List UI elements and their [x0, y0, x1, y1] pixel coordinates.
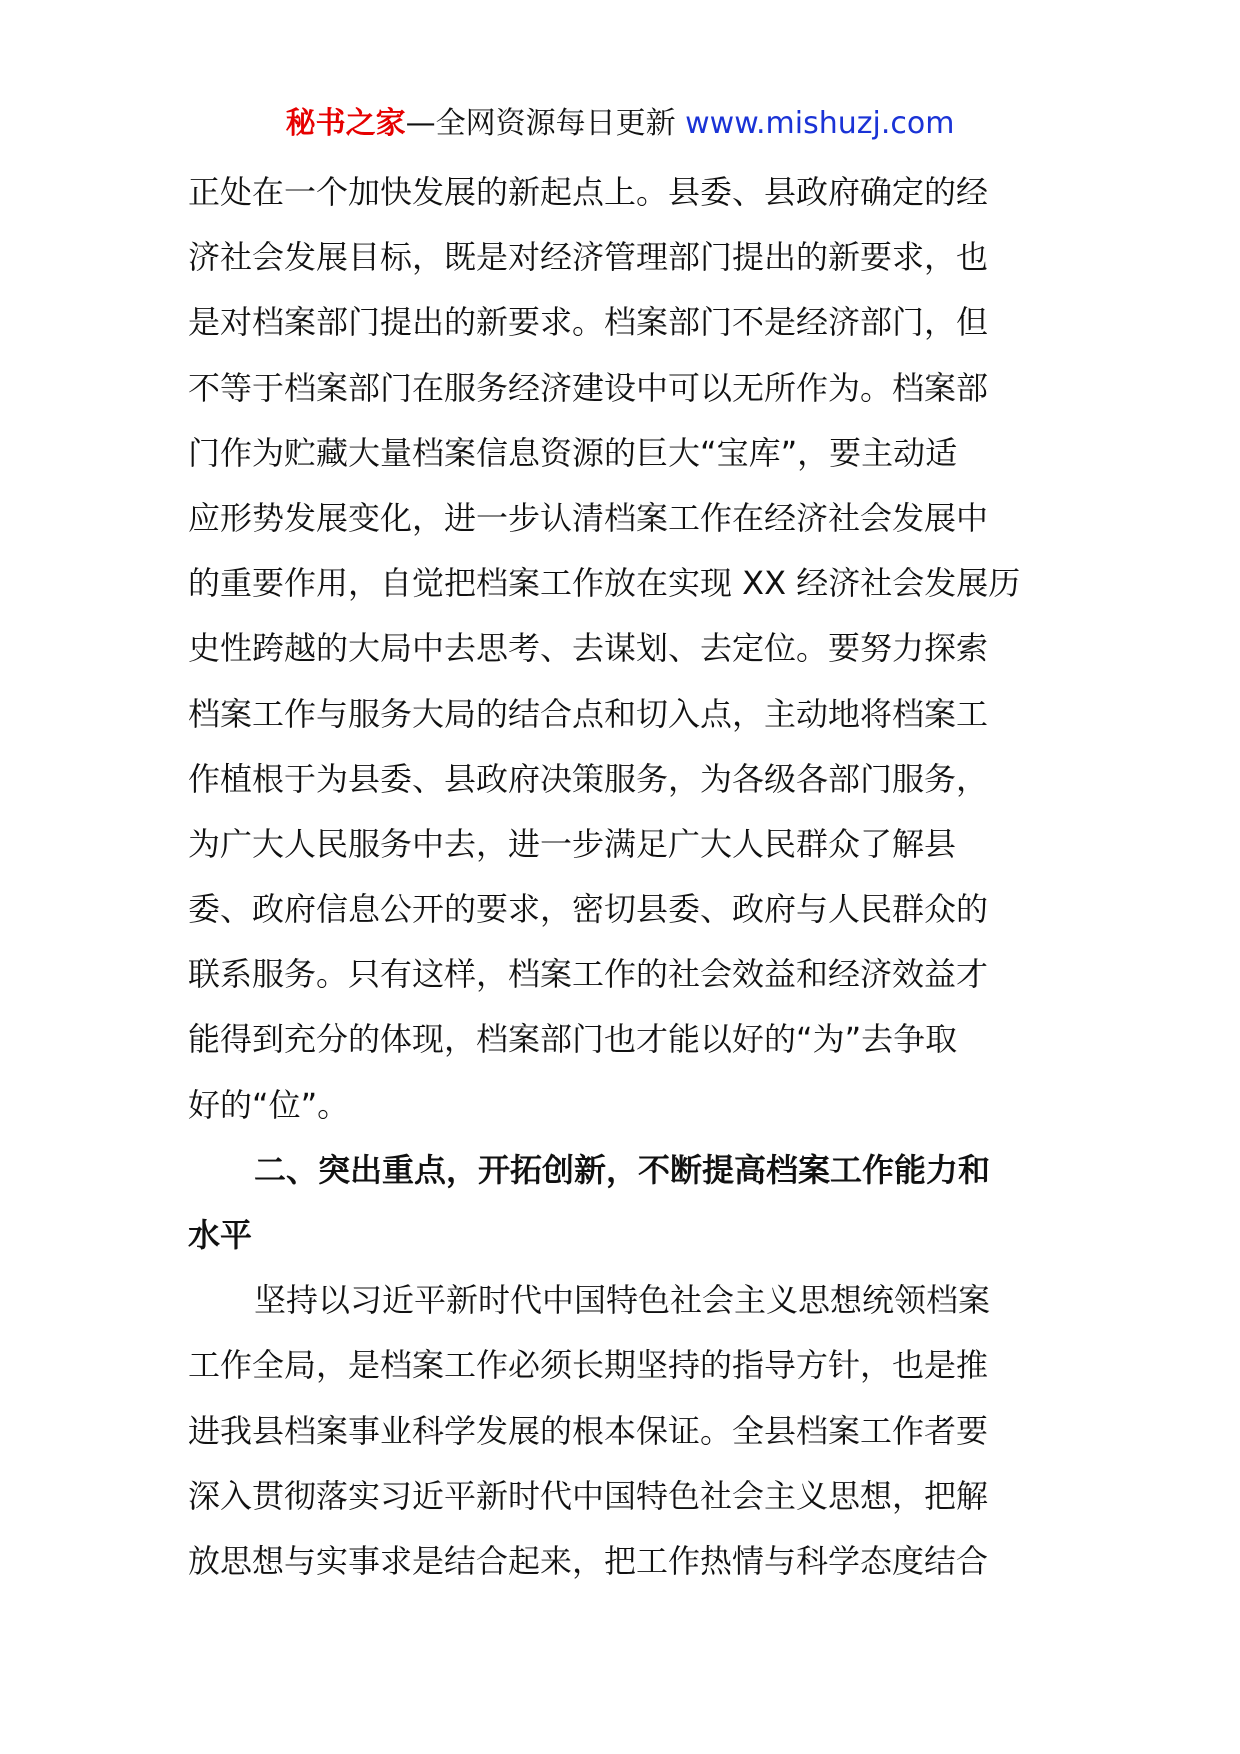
- text-line: 工作全局，是档案工作必须长期坚持的指导方针，也是推: [188, 1346, 989, 1385]
- text-line: 为广大人民服务中去，进一步满足广大人民群众了解县: [188, 824, 957, 863]
- text-line: 不等于档案部门在服务经济建设中可以无所作为。档案部: [188, 368, 989, 407]
- text-line: 济社会发展目标，既是对经济管理部门提出的新要求，也: [188, 238, 989, 277]
- header-brand: 秘书之家: [285, 106, 406, 141]
- text-line: 放思想与实事求是结合起来，把工作热情与科学态度结合: [188, 1541, 989, 1580]
- text-line: 作植根于为县委、县政府决策服务，为各级各部门服务，: [188, 759, 989, 798]
- document-body: [188, 160, 1058, 1594]
- text-line: 门作为贮藏大量档案信息资源的巨大“宝库”，要主动适: [188, 433, 958, 472]
- text-line: 正处在一个加快发展的新起点上。县委、县政府确定的经: [188, 173, 989, 211]
- text-line: 档案工作与服务大局的结合点和切入点，主动地将档案工: [188, 694, 989, 733]
- text-line: 应形势发展变化，进一步认清档案工作在经济社会发展中: [188, 498, 989, 537]
- text-line: 坚持以习近平新时代中国特色社会主义思想统领档案: [254, 1281, 991, 1320]
- text-line: 委、政府信息公开的要求，密切县委、政府与人民群众的: [188, 890, 989, 929]
- text-line: 进我县档案事业科学发展的根本保证。全县档案工作者要: [188, 1411, 989, 1450]
- text-line: 的重要作用，自觉把档案工作放在实现 XX 经济社会发展历: [188, 564, 1021, 603]
- text-line: 深入贯彻落实习近平新时代中国特色社会主义思想，把解: [188, 1476, 989, 1515]
- header-slogan: —全网资源每日更新: [405, 106, 676, 141]
- page-header: [0, 102, 1240, 146]
- section-heading-continued: 水平: [188, 1216, 253, 1254]
- text-line: 是对档案部门提出的新要求。档案部门不是经济部门，但: [188, 303, 989, 342]
- header-site-link[interactable]: www.mishuzj.com: [685, 106, 955, 141]
- text-line: 好的“位”。: [188, 1085, 350, 1124]
- text-line: 能得到充分的体现，档案部门也才能以好的“为”去争取: [188, 1020, 958, 1059]
- section-heading: 二、突出重点，开拓创新，不断提高档案工作能力和: [254, 1150, 991, 1189]
- text-line: 联系服务。只有这样，档案工作的社会效益和经济效益才: [188, 955, 989, 994]
- text-line: 史性跨越的大局中去思考、去谋划、去定位。要努力探索: [188, 629, 989, 668]
